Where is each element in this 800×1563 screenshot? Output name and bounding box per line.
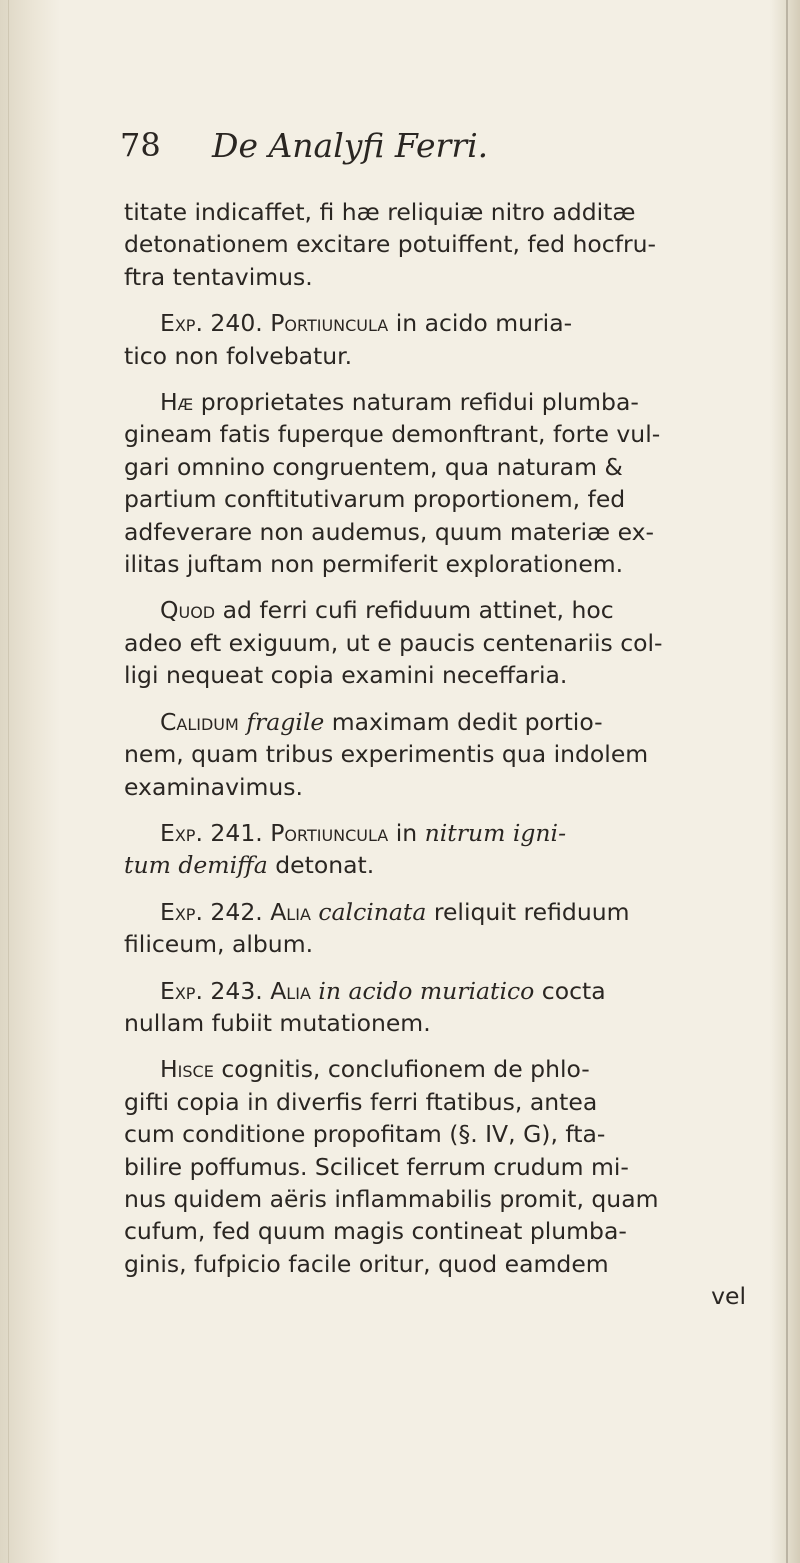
text-run: maximam dedit portio- bbox=[331, 707, 603, 736]
body-text bbox=[124, 196, 750, 1327]
page-edge-right bbox=[770, 0, 800, 1563]
lead-word: Quod bbox=[160, 596, 216, 625]
text-line: gari omnino congruentem, qua naturam & bbox=[124, 452, 623, 481]
exp-number: 241. bbox=[210, 818, 263, 847]
exp-number: 242. bbox=[210, 897, 263, 926]
text-line bbox=[124, 896, 750, 928]
text-line bbox=[124, 975, 750, 1007]
text-line: bilire poffumus. Scilicet ferrum crudum mi- bbox=[124, 1152, 629, 1181]
catchword: vel bbox=[711, 1282, 746, 1311]
running-title: De Analyfi Ferri. bbox=[212, 126, 489, 165]
binding-shadow bbox=[786, 0, 788, 1563]
text-line bbox=[124, 307, 750, 339]
text-line bbox=[124, 817, 750, 849]
paragraph-exp-241 bbox=[124, 817, 750, 882]
text-line: cum conditione propofitam (§. IV, G), fta- bbox=[124, 1120, 606, 1149]
exp-number: 240. bbox=[210, 309, 263, 338]
text-run: reliquit refiduum bbox=[433, 897, 630, 926]
text-line: ilitas juftam non permiferit explorationem. bbox=[124, 550, 624, 579]
text-line: examinavimus. bbox=[124, 772, 304, 801]
text-line: adfeverare non audemus, quum materiæ ex- bbox=[124, 517, 655, 546]
text-run: ad ferri cufi refiduum attinet, hoc bbox=[222, 596, 614, 625]
italic-word: calcinata bbox=[318, 897, 427, 926]
paragraph-5 bbox=[124, 706, 750, 803]
text-line: tico non folvebatur. bbox=[124, 341, 353, 370]
paragraph-9 bbox=[124, 1053, 750, 1312]
lead-word: Calidum bbox=[160, 707, 239, 736]
exp-label: Exp. bbox=[160, 976, 203, 1005]
paragraph-exp-242 bbox=[124, 896, 750, 961]
italic-word: nitrum igni- bbox=[424, 818, 567, 847]
text-line: cufum, fed quum magis contineat plumba- bbox=[124, 1217, 627, 1246]
paragraph-exp-243 bbox=[124, 975, 750, 1040]
text-run: cocta bbox=[541, 976, 606, 1005]
exp-number: 243. bbox=[210, 976, 263, 1005]
text-line: filiceum, album. bbox=[124, 930, 314, 959]
text-line bbox=[124, 1053, 750, 1085]
text-line: nullam fubiit mutationem. bbox=[124, 1008, 431, 1037]
text-line: titate indicaffet, fi hæ reliquiæ nitro additæ bbox=[124, 198, 636, 226]
paragraph-1 bbox=[124, 196, 750, 293]
exp-label: Exp. bbox=[160, 818, 203, 847]
page-number: 78 bbox=[120, 126, 161, 164]
page-edge-left bbox=[0, 0, 60, 1563]
text-line: detonationem excitare potuiffent, fed hocfru- bbox=[124, 230, 657, 259]
italic-word: in acido muriatico bbox=[318, 976, 535, 1005]
text-line bbox=[124, 594, 750, 626]
text-line: ginis, fufpicio facile oritur, quod eamdem bbox=[124, 1249, 609, 1278]
paragraph-4 bbox=[124, 594, 750, 691]
small-caps-word: Portiuncula bbox=[270, 309, 389, 338]
text-line: gineam fatis fuperque demonftrant, forte vul- bbox=[124, 420, 661, 449]
text-line: ligi nequeat copia examini neceffaria. bbox=[124, 661, 568, 690]
text-line: adeo eft exiguum, ut e paucis centenariis col- bbox=[124, 628, 663, 657]
lead-word: Hæ bbox=[160, 388, 194, 417]
text-run: proprietates naturam refidui plumba- bbox=[200, 388, 639, 417]
text-line: ftra tentavimus. bbox=[124, 262, 313, 291]
exp-label: Exp. bbox=[160, 309, 203, 338]
text-line bbox=[124, 386, 750, 418]
text-run: detonat. bbox=[275, 851, 375, 880]
small-caps-word: Alia bbox=[270, 976, 311, 1005]
lead-word: Hisce bbox=[160, 1055, 214, 1084]
italic-word: fragile bbox=[246, 707, 325, 736]
text-line: nem, quam tribus experimentis qua indolem bbox=[124, 740, 649, 769]
text-line: partium conftitutivarum proportionem, fed bbox=[124, 485, 626, 514]
small-caps-word: Portiuncula bbox=[270, 818, 389, 847]
paragraph-3 bbox=[124, 386, 750, 580]
text-line: nus quidem aëris inflammabilis promit, quam bbox=[124, 1184, 659, 1213]
italic-word: tum demiffa bbox=[124, 851, 268, 880]
text-line bbox=[124, 849, 750, 881]
text-line: gifti copia in diverfis ferri ftatibus, antea bbox=[124, 1087, 598, 1116]
text-run: in acido muria- bbox=[395, 309, 573, 338]
exp-label: Exp. bbox=[160, 897, 203, 926]
text-run: in bbox=[395, 818, 418, 847]
text-run: cognitis, conclufionem de phlo- bbox=[221, 1055, 590, 1084]
text-line bbox=[124, 706, 750, 738]
paragraph-exp-240 bbox=[124, 307, 750, 372]
page-header bbox=[120, 126, 740, 176]
small-caps-word: Alia bbox=[270, 897, 311, 926]
